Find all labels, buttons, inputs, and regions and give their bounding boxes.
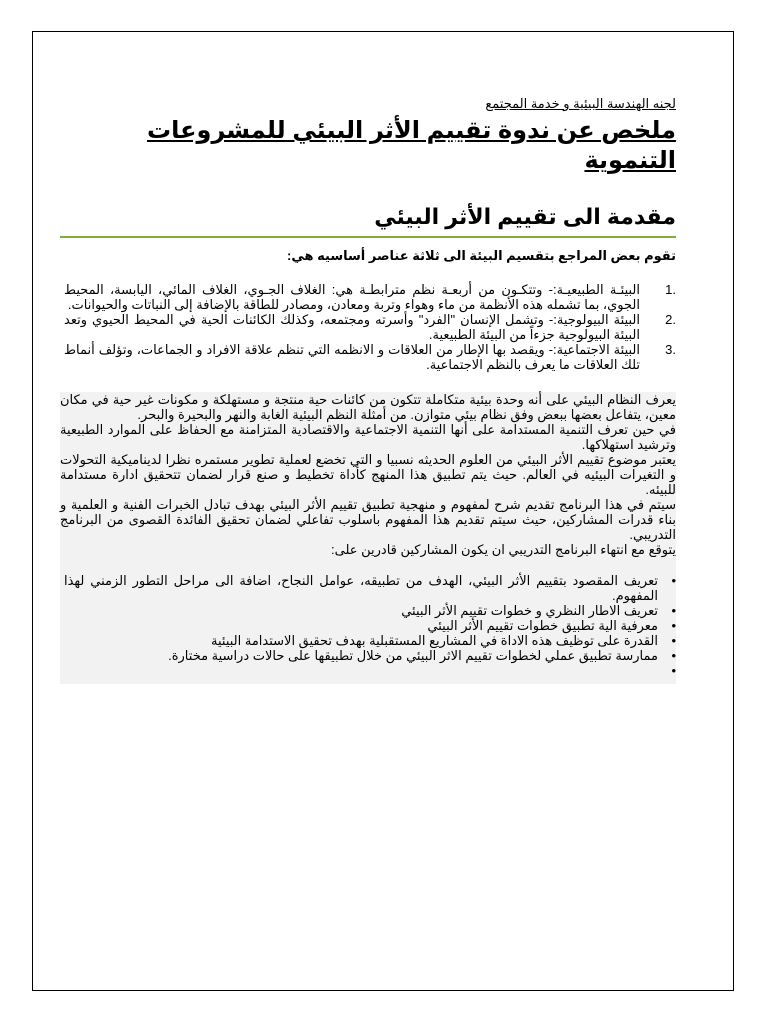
- list-item: [60, 663, 676, 678]
- bullet-icon: •: [671, 663, 676, 679]
- list-number: 2.: [665, 312, 676, 328]
- list-item: [60, 282, 676, 312]
- document-content: [60, 96, 676, 684]
- bullet-icon: •: [671, 648, 676, 664]
- list-item-text: القدرة على توظيف هذه الاداة في المشاريع المستقبلية بهدف تحقيق الاستدامة البيئية: [211, 633, 658, 649]
- body-paragraph: في حين تعرف التنمية المستدامة على أنها التنمية الاجتماعية والاقتصادية المتزامنة مع الحفاظ على الموارد الطبيعية وترشيد استهلاكها.: [60, 422, 676, 453]
- list-number: 1.: [665, 282, 676, 298]
- list-item-text: البيئة الاجتماعية:- ويقصد بها الإطار من العلاقات و الانظمه التي تنظم علاقة الافراد و الجماعات، وتؤلف أنماط تلك العلاقات ما يعرف بالنظم الاجتماعية.: [64, 342, 640, 373]
- list-item: [60, 618, 676, 633]
- list-item-text: تعريف الاطار النظري و خطوات تقييم الأثر البيئي: [401, 603, 658, 619]
- environment-elements-list: [60, 282, 676, 372]
- list-number: 3.: [665, 342, 676, 358]
- list-item-text: معرفية الية تطبيق خطوات تقييم الأثر البيئي: [427, 618, 658, 634]
- section-title: مقدمة الى تقييم الأثر البيئي: [60, 204, 676, 238]
- list-item-text: البيئة البيولوجية:- وتشمل الإنسان "الفرد" وأسرته ومجتمعه، وكذلك الكائنات الحية في المحيط الحيوي وتعد البيئة البيولوجية جزءاً من البيئة الطبيعية.: [64, 312, 640, 343]
- shaded-body-block: [60, 392, 676, 684]
- bullet-icon: •: [671, 573, 676, 589]
- list-item: [60, 342, 676, 372]
- committee-name: لجنه الهندسة البيئية و خدمة المجتمع: [485, 96, 676, 111]
- list-item: [60, 633, 676, 648]
- body-paragraph: يتوقع مع انتهاء البرنامج التدريبي ان يكون المشاركين قادرين على:: [331, 542, 676, 558]
- body-paragraph: يعرف النظام البيئي على أنه وحدة بيئية متكاملة تتكون من كائنات حية منتجة و مستهلكة و مكونات غير حية في مكان معين، يتفاعل بعضها ببعض وفق نظام بيئي متوازن. من أمثلة النظم البيئية الغابة والنهر والبحيرة والبحر.: [60, 392, 676, 423]
- body-paragraph: يعتبر موضوع تقييم الأثر البيئي من العلوم الحديثه نسبيا و التي تخضع لعملية تطوير مستمره نظرا لديناميكية التحولات و التغيرات البيئيه في العالم. حيث يتم تطبيق هذا المنهج كأداة تخطيط و صنع قرار لضمان تتحقيق ادارة مستدامة للبيئه.: [60, 452, 676, 498]
- body-paragraph: سيتم في هذا البرنامج تقديم شرح لمفهوم و منهجية تطبيق تقييم الأثر البيئي بهدف تبادل الخبرات الفنية و العلمية و بناء قدرات المشاركين، حيث سيتم تقديم هذا المفهوم باسلوب تفاعلي لضمان تحقيق الفائدة القصوى من البرنامج التدريبي.: [60, 497, 676, 543]
- list-item: [60, 603, 676, 618]
- spacer: [60, 557, 676, 573]
- list-item-text: البيئـة الطبيعيـة:- وتتكـون من أربعـة نظم مترابطـة هي: الغلاف الجـوي، الغلاف المائي، اليابسة، المحيط الجوي، بما تشمله هذه الأنظمة من ماء وهواء وتربة ومعادن، ومصادر للطاقة بالإضافة إلى النباتات والحيوانات.: [64, 282, 640, 313]
- objectives-list: [60, 573, 676, 678]
- list-item-text: ممارسة تطبيق عملي لخطوات تقييم الاثر البيئي من خلال تطبيقها على حالات دراسية مختارة.: [168, 648, 658, 664]
- bullet-icon: •: [671, 603, 676, 619]
- list-item: [60, 648, 676, 663]
- section-intro: تقوم بعض المراجع بتقسيم البيئة الى ثلاثة عناصر أساسيه هي:: [287, 248, 676, 264]
- list-item-text: تعريف المقصود بتقييم الأثر البيئي، الهدف من تطبيقه، عوامل النجاح، اضافة الى مراحل التطور الزمني لهذا المفهوم.: [64, 573, 658, 604]
- bullet-icon: •: [671, 618, 676, 634]
- list-item: [60, 312, 676, 342]
- bullet-icon: •: [671, 633, 676, 649]
- document-title: ملخص عن ندوة تقييم الأثر البيئي للمشروعات التنموية: [147, 117, 676, 174]
- list-item: [60, 573, 676, 603]
